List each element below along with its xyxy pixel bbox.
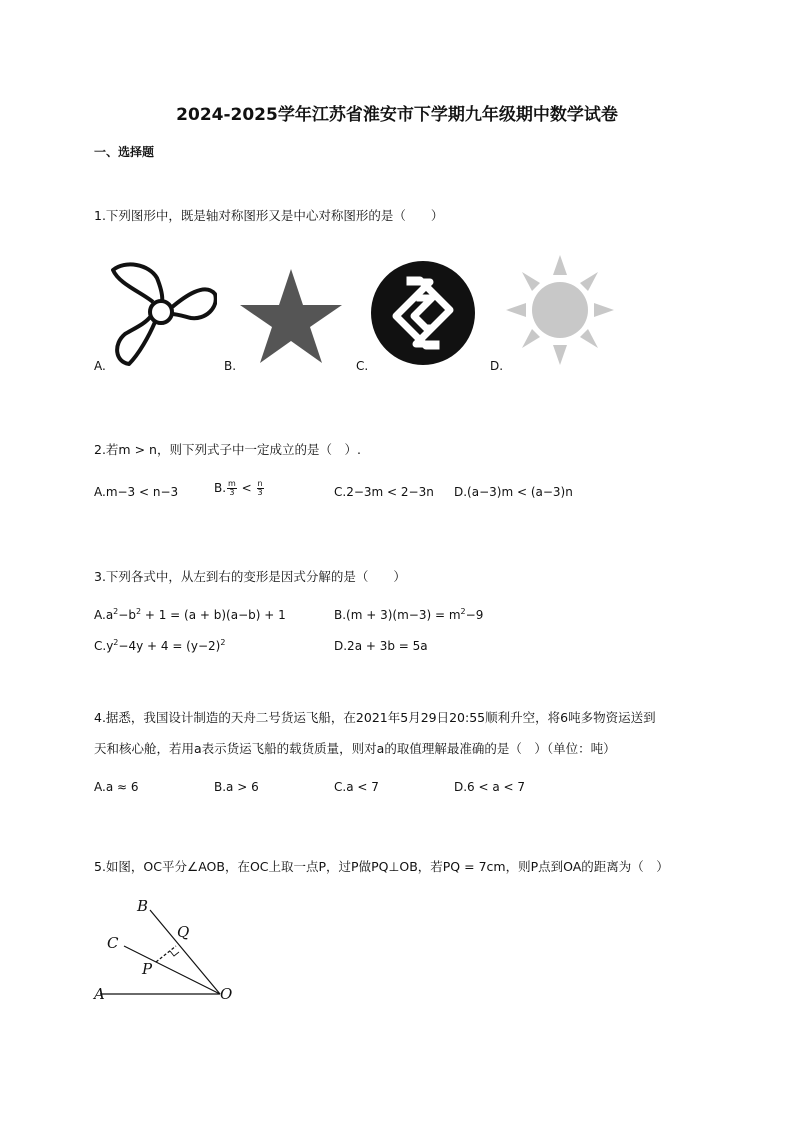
question-1-stem: 1.下列图形中，既是轴对称图形又是中心对称图形的是（ ） bbox=[94, 208, 444, 223]
sun-shape bbox=[506, 255, 614, 365]
fraction-n-over-3 bbox=[257, 480, 264, 497]
q4-option-c[interactable]: C.a < 7 bbox=[334, 780, 379, 794]
fan-icon bbox=[105, 258, 217, 370]
label-b: B bbox=[137, 897, 149, 915]
q3-option-a[interactable] bbox=[94, 607, 286, 622]
q3-option-b[interactable] bbox=[334, 607, 483, 622]
q3-a-text: + 1 = (a + b)(a−b) + 1 bbox=[141, 608, 286, 622]
q2-option-c[interactable]: C.2−3m < 2−3n bbox=[334, 485, 434, 499]
exponent: 2 bbox=[135, 607, 142, 616]
page-title: 2024-2025学年江苏省淮安市下学期九年级期中数学试卷 bbox=[176, 105, 618, 125]
q3-b-text: B.(m + 3)(m−3) = m bbox=[334, 608, 461, 622]
q1-option-a[interactable]: A. bbox=[94, 359, 106, 373]
q4-option-d[interactable]: D.6 < a < 7 bbox=[454, 780, 526, 794]
label-a: A bbox=[94, 985, 105, 1003]
question-2-stem: 2.若m > n，则下列式子中一定成立的是（ ）. bbox=[94, 442, 361, 457]
star-icon bbox=[238, 267, 344, 363]
q1-option-b[interactable]: B. bbox=[224, 359, 237, 373]
q3-c-text: C.y bbox=[94, 639, 114, 653]
q2-option-b[interactable] bbox=[214, 480, 265, 497]
fraction-numerator: m bbox=[228, 479, 236, 488]
exponent: 2 bbox=[460, 607, 466, 616]
sun-icon bbox=[506, 255, 614, 365]
q3-a-text: −b bbox=[118, 608, 136, 622]
section-heading: 一、选择题 bbox=[94, 145, 155, 159]
right-angle-mark bbox=[170, 951, 179, 956]
less-than-sign: < bbox=[237, 481, 256, 495]
fraction-numerator: n bbox=[257, 479, 263, 488]
question-4-line-1: 4.据悉，我国设计制造的天舟二号货运飞船，在2021年5月29日20:55顺利升空，将6吨多物资运送到 bbox=[94, 710, 656, 725]
star-shape bbox=[240, 269, 342, 363]
exponent: 2 bbox=[220, 638, 226, 647]
label-p: P bbox=[142, 960, 153, 978]
label-o: O bbox=[220, 985, 233, 1003]
q3-a-text: A.a bbox=[94, 608, 114, 622]
logo-disc bbox=[371, 261, 475, 365]
q1-option-d[interactable]: D. bbox=[490, 359, 504, 373]
question-4-line-2: 天和核心舱，若用a表示货运飞船的载货质量，则对a的取值理解最准确的是（ ）（单位：吨） bbox=[94, 741, 616, 756]
exponent: 2 bbox=[113, 638, 119, 647]
fraction-denominator: 3 bbox=[229, 488, 235, 497]
q4-option-a[interactable]: A.a ≈ 6 bbox=[94, 780, 139, 794]
fraction-m-over-3 bbox=[227, 480, 237, 497]
q2-option-a[interactable]: A.m−3 < n−3 bbox=[94, 485, 179, 499]
question-3-stem: 3.下列各式中，从左到右的变形是因式分解的是（ ） bbox=[94, 569, 406, 584]
q3-option-d[interactable]: D.2a + 3b = 5a bbox=[334, 639, 428, 653]
q3-c-text: −4y + 4 = (y−2) bbox=[118, 639, 221, 653]
segment-pq bbox=[156, 946, 176, 962]
label-q: Q bbox=[177, 923, 190, 941]
q4-option-b[interactable]: B.a > 6 bbox=[214, 780, 259, 794]
q2-option-d[interactable]: D.(a−3)m < (a−3)n bbox=[454, 485, 573, 499]
mobile-logo-icon bbox=[370, 260, 476, 366]
q2-option-b-prefix: B. bbox=[214, 481, 227, 495]
label-c: C bbox=[107, 934, 119, 952]
question-5-stem: 5.如图，OC平分∠AOB，在OC上取一点P，过P做PQ⊥OB，若PQ = 7cm，则P点到OA的距离为（ ） bbox=[94, 859, 669, 874]
fraction-denominator: 3 bbox=[257, 488, 263, 497]
q3-b-text: −9 bbox=[465, 608, 484, 622]
q3-option-c[interactable] bbox=[94, 638, 225, 653]
exponent: 2 bbox=[113, 607, 119, 616]
q1-option-c[interactable]: C. bbox=[356, 359, 369, 373]
